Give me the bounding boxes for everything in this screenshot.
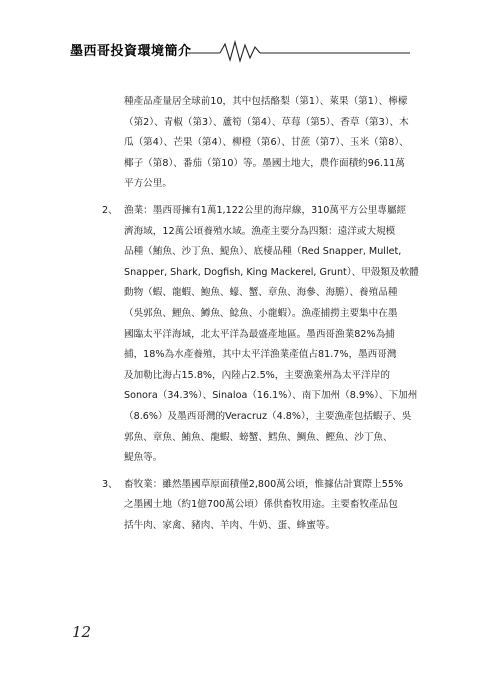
running-header	[70, 38, 410, 64]
text-line: （吳郭魚、鯉魚、鱒魚、鯰魚、小龍蝦）。漁產捕撈主要集中在墨	[124, 307, 398, 319]
text-line: 及加勒比海占15.8%，內陸占2.5%，主要漁業州為太平洋岸的	[124, 369, 390, 381]
list-item-fishery	[80, 201, 425, 469]
text-line: 品種（鮪魚、沙丁魚、鯷魚）、底棲品種（Red Snapper, Mullet,	[124, 246, 402, 258]
text-line: 國臨太平洋海域，北太平洋為最盛產地區。墨西哥漁業82%為捕	[124, 328, 395, 340]
text-line: （第2）、青椒（第3）、蘆筍（第4）、草莓（第5）、香草（第3）、木	[124, 116, 409, 128]
list-number: 2、	[102, 204, 118, 216]
heartbeat-line-icon	[70, 38, 410, 64]
text-line: Snapper, Shark, Dogfish, King Mackerel, Grunt）、甲殼類及軟體	[124, 266, 419, 278]
text-line: Sonora（34.3%）、Sinaloa（16.1%）、南下加州（8.9%）、下加州	[124, 390, 418, 402]
text-line: （8.6%）及墨西哥灣的Veracruz（4.8%），主要漁產包括蝦子、吳	[124, 410, 412, 422]
text-line: 濟海域，12萬公頃養殖水域。漁產主要分為四類：遠洋或大規模	[124, 225, 396, 237]
text-line: 捕，18%為水產養殖，其中太平洋漁業產值占81.7%，墨西哥灣	[124, 349, 397, 361]
text-line: 動物（蝦、龍蝦、鮑魚、蠔、蟹、章魚、海參、海膽）、養殖品種	[124, 287, 398, 299]
text-line: 畜牧業：雖然墨國草原面積僅2,800萬公頃，惟據估計實際上55%	[124, 478, 404, 490]
page-number: 12	[72, 623, 92, 641]
list-item-livestock	[80, 475, 425, 537]
text-line: 種產品產量居全球前10，其中包括酪梨（第1）、萊果（第1）、檸檬	[124, 96, 408, 107]
text-line: 郭魚、章魚、鮪魚、龍蝦、螃蟹、鱈魚、鯛魚、鰹魚、沙丁魚、	[124, 431, 393, 443]
text-line: 漁業：墨西哥擁有1萬1,122公里的海岸線，310萬平方公里專屬經	[124, 204, 407, 216]
body-text	[80, 92, 425, 536]
text-line: 之墨國土地（約1億700萬公頃）係供畜牧用途。主要畜牧產品包	[124, 499, 398, 511]
paragraph-continuation	[80, 92, 425, 195]
text-line: 椰子（第8）、番茄（第10）等。墨國土地大，農作面積約96.11萬	[124, 157, 405, 169]
list-number: 3、	[102, 478, 118, 490]
text-line: 平方公里。	[124, 178, 172, 190]
text-line: 括牛肉、家禽、豬肉、羊肉、牛奶、蛋、蜂蜜等。	[124, 519, 336, 531]
text-line: 瓜（第4）、芒果（第4）、柳橙（第6）、甘蔗（第7）、玉米（第8）、	[124, 137, 409, 149]
text-line: 鯷魚等。	[124, 452, 163, 464]
header-title: 墨西哥投資環境簡介	[70, 44, 192, 59]
